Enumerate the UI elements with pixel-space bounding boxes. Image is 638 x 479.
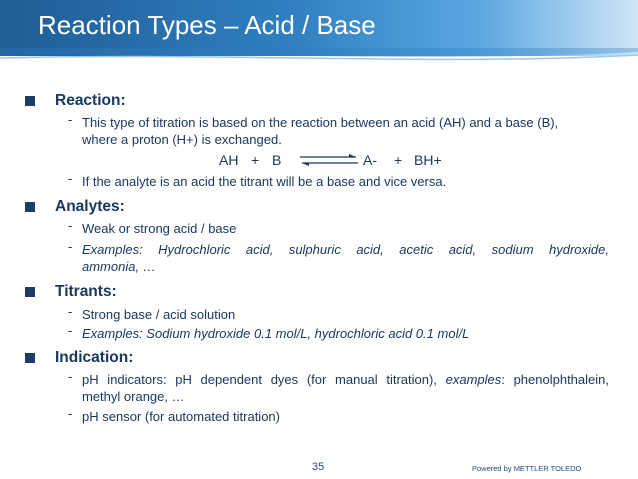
dash-marker: -: [68, 112, 73, 127]
reaction-line-1: This type of titration is based on the reaction between an acid (AH) and a base (B),: [82, 115, 559, 130]
equation-ah: AH: [219, 152, 239, 168]
equation-plus-1: +: [251, 152, 260, 168]
bullet-square: [25, 353, 35, 363]
dash-marker: -: [68, 171, 73, 186]
bullet-square: [25, 287, 35, 297]
indication-line-1-text: pH indicators: pH dependent dyes (for manual titration),: [82, 372, 446, 387]
slide-title: Reaction Types – Acid / Base: [38, 10, 376, 40]
reaction-line-3: If the analyte is an acid the titrant will be a base and vice versa.: [82, 174, 447, 189]
analytes-line-1: Weak or strong acid / base: [82, 221, 237, 236]
indication-line-3: pH sensor (for automated titration): [82, 409, 280, 424]
bullet-square: [25, 96, 35, 106]
titrants-line-2: Examples: Sodium hydroxide 0.1 mol/L, hydrochloric acid 0.1 mol/L: [82, 326, 470, 341]
section-heading-titrants: Titrants:: [55, 283, 117, 300]
analytes-line-2: Examples: Hydrochloric acid, sulphuric acid, acetic acid, sodium hydroxide,: [82, 242, 609, 257]
reaction-line-2: where a proton (H+) is exchanged.: [82, 132, 282, 147]
section-heading-reaction: Reaction:: [55, 92, 126, 109]
analytes-line-3: ammonia, …: [82, 259, 156, 274]
dash-marker: -: [68, 239, 73, 254]
indication-examples-word: examples: [445, 372, 502, 387]
equilibrium-arrows-icon: [298, 153, 360, 167]
bullet-square: [25, 202, 35, 212]
dash-marker: -: [68, 304, 73, 319]
footer-brand: Powered by METTLER TOLEDO: [472, 464, 582, 473]
dash-marker: -: [68, 218, 73, 233]
equation-a-minus: A-: [363, 152, 377, 168]
page-number: 35: [312, 461, 325, 473]
titrants-line-1: Strong base / acid solution: [82, 307, 236, 322]
indication-line-1: [82, 371, 609, 388]
equation-plus-2: +: [394, 152, 403, 168]
dash-marker: -: [68, 323, 73, 338]
dash-marker: -: [68, 369, 73, 384]
dash-marker: -: [68, 406, 73, 421]
indication-line-1-tail: : phenolphthalein,: [501, 372, 609, 387]
indication-line-2: methyl orange, …: [82, 389, 185, 404]
section-heading-indication: Indication:: [55, 349, 134, 366]
equation-bh-plus: BH+: [414, 152, 442, 168]
equation-b: B: [272, 152, 282, 168]
section-heading-analytes: Analytes:: [55, 198, 125, 215]
